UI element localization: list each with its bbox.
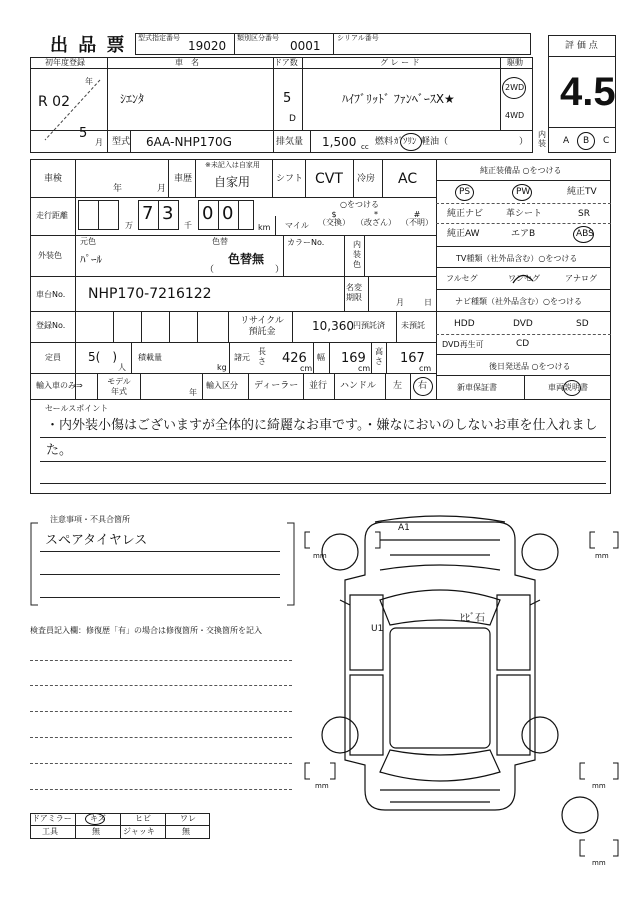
import-label: 輸入車のみ⇒	[36, 381, 83, 390]
cc-unit: cc	[361, 143, 369, 151]
width-cm: cm	[358, 364, 371, 373]
mark-a1: A1	[398, 523, 410, 533]
model-value: 6AA-NHP170G	[146, 135, 232, 149]
inspection-label: 車検	[44, 174, 63, 184]
legend-tools: 工具	[42, 827, 58, 836]
displacement-value: 1,500	[322, 135, 357, 149]
equip-tv: 純正TV	[567, 187, 597, 197]
equip-ps: PS	[459, 187, 471, 197]
equip-airbag: エアB	[511, 229, 536, 239]
inspection-year-unit: 年	[113, 184, 123, 194]
year-unit: 年	[85, 77, 93, 86]
legend-tools-value: 無	[92, 827, 100, 836]
handle-right-circle	[413, 377, 433, 396]
first-reg-year: R 02	[38, 94, 70, 110]
sen-unit: 千	[184, 221, 192, 230]
handle-label: ハンドル	[340, 381, 377, 391]
equip-pw: PW	[516, 187, 531, 197]
tv-oneseg: ワンセグ	[508, 274, 540, 283]
mileage-digits	[78, 200, 254, 233]
tv-analog: アナログ	[565, 274, 597, 283]
interior-opt-c: C	[603, 136, 610, 146]
mm-rl: mm	[315, 782, 329, 790]
mileage-digit: 7	[142, 203, 154, 224]
capacity-value: 5( )	[88, 350, 117, 364]
equip-abs: ABS	[576, 229, 594, 239]
name-change-month: 月	[396, 298, 404, 307]
mm-rr: mm	[592, 782, 606, 790]
import-type-label: 輸入区分	[206, 381, 238, 390]
sales-label: セールスポイント	[45, 404, 109, 413]
mile-opt-tampered: * （改ざん）	[356, 210, 396, 227]
tv-fullseg: フルセグ	[446, 274, 478, 283]
door-sub: D	[289, 114, 296, 124]
equip-abs-circle	[573, 226, 594, 243]
chassis-label: 車台No.	[36, 290, 66, 299]
handle-right: 右	[418, 381, 428, 391]
shift-value: CVT	[315, 171, 343, 187]
form-title: 出 品 票	[50, 35, 127, 56]
repaint-value: 色替無	[228, 252, 265, 266]
category-label: 類別区分番号	[237, 34, 279, 42]
ac-value: AC	[398, 171, 418, 187]
equip-pw-circle	[512, 184, 532, 201]
equip-leather: 革シート	[506, 209, 543, 219]
legend-crack: ヒビ	[135, 814, 151, 823]
drive-4wd: 4WD	[505, 111, 525, 120]
mm-fl: mm	[313, 552, 327, 560]
legend-table	[30, 813, 210, 839]
name-change-day: 日	[424, 298, 432, 307]
navi-sd: SD	[576, 319, 589, 329]
mile-opt-exchange: $ （交換）	[318, 210, 350, 227]
navi-title: ナビ種類（社外品含む）○をつける	[455, 297, 582, 306]
shift-label: シフト	[276, 174, 304, 184]
mm-fr: mm	[595, 552, 609, 560]
first-reg-month: 5	[79, 126, 88, 141]
fuel-circle	[400, 133, 422, 151]
navi-hdd: HDD	[454, 319, 475, 329]
handle-left: 左	[393, 381, 403, 391]
caution-label: 注意事項・不具合箇所	[50, 515, 130, 524]
height-label: 高さ	[375, 347, 383, 366]
mile-opt-unknown: # （不明）	[401, 210, 433, 227]
mileage-digit: 3	[162, 203, 174, 224]
equip-navi: 純正ナビ	[447, 209, 484, 219]
tv-title: TV種類（社外品含む）○をつける	[456, 254, 578, 263]
repaint-paren-close: ）	[275, 265, 285, 275]
width-value: 169	[341, 351, 366, 366]
sales-line1: ・内外装小傷はございますが全体的に綺麗なお車です。・嫌なにおいのしないお車を仕入れまし	[46, 418, 598, 433]
mark-u1: U1	[371, 624, 384, 634]
car-name-label: 車 名	[175, 58, 199, 67]
legend-break: ワレ	[180, 814, 196, 823]
kg-unit: kg	[217, 363, 227, 372]
history-value: 自家用	[214, 175, 251, 189]
reg-diagonal	[40, 72, 105, 142]
fuel-value: ｶﾞｿﾘﾝ	[394, 137, 417, 147]
height-value: 167	[400, 351, 425, 366]
model-year-unit: 年	[189, 388, 197, 397]
model-year-label: モデル年式	[107, 377, 131, 396]
recycle-label: リサイクル預託金	[240, 316, 284, 337]
legend-jack: ジャッキ	[123, 827, 155, 836]
man-unit: 万	[125, 221, 133, 230]
interior-b-circle	[577, 132, 595, 150]
chassis-value: NHP170-7216122	[88, 286, 212, 302]
after-manual: 車両説明書	[548, 383, 588, 392]
grade-label: グ レ ー ド	[380, 58, 420, 67]
orig-color-value: ﾊﾟｰﾙ	[80, 253, 102, 266]
color-no-label: カラーNo.	[287, 238, 325, 247]
doors-value: 5	[283, 91, 292, 106]
repaint-paren-open: （	[205, 265, 215, 275]
parallel-label: 並行	[309, 381, 328, 391]
capacity-label: 定員	[45, 353, 61, 362]
recycle-unpaid: 未預託	[401, 321, 425, 330]
caution-value: スペアタイヤレス	[45, 533, 148, 548]
light-oil-close: ）	[519, 137, 529, 147]
interior-opt-b: B	[583, 136, 590, 146]
after-manual-circle	[563, 380, 581, 396]
length-label: 長さ	[258, 347, 266, 366]
month-unit: 月	[95, 138, 103, 147]
serial-label: シリアル番号	[337, 34, 379, 42]
km-unit: km	[258, 223, 271, 232]
navi-dvd: DVD	[513, 319, 533, 329]
legend-mirror: ドアミラー	[32, 814, 72, 823]
equip-sr: SR	[578, 209, 590, 219]
after-title: 後日発送品 ○をつける	[489, 362, 571, 371]
height-cm: cm	[419, 364, 432, 373]
model-label: 型式	[112, 137, 131, 147]
interior-label: 内装	[538, 130, 546, 148]
after-warranty: 新車保証書	[457, 383, 497, 392]
recycle-value: 10,360	[312, 319, 354, 333]
load-label: 積載量	[138, 353, 162, 362]
rating-value: 4.5	[560, 70, 616, 114]
repaint-label: 色替	[212, 237, 228, 246]
dvd-play: DVD再生可	[442, 340, 484, 349]
drive-2wd: 2WD	[505, 83, 525, 92]
inspector-label: 検査員記入欄：修復歴「有」の場合は修復箇所・交換箇所を記入	[30, 626, 262, 635]
width-label: 幅	[317, 353, 325, 362]
inspection-month-unit: 月	[157, 184, 167, 194]
capacity-unit: 人	[118, 363, 126, 372]
interior-opt-a: A	[563, 136, 570, 146]
sales-line2: た。	[46, 443, 73, 458]
name-change-label: 名変期限	[346, 283, 362, 302]
model-cert-label: 型式指定番号	[138, 34, 180, 42]
orig-color-label: 元色	[80, 237, 96, 246]
fuel-label: 燃料	[375, 137, 394, 147]
mm-spare: mm	[592, 859, 606, 867]
equip-ps-circle	[455, 184, 474, 201]
history-note: ※未記入は自家用	[205, 161, 260, 169]
light-oil-label: 軽油（	[421, 137, 449, 147]
model-cert-value: 19020	[188, 39, 227, 53]
legend-jack-value: 無	[182, 827, 190, 836]
grade-value: ﾊｲﾌﾞﾘｯﾄﾞ ﾌｧﾝﾍﾞｰｽX★	[342, 92, 455, 106]
drive-2wd-circle	[502, 77, 526, 99]
displacement-label: 排気量	[276, 137, 304, 147]
ac-label: 冷房	[357, 174, 376, 184]
dvd-cd: CD	[516, 339, 530, 349]
equip-title: 純正装備品 ○をつける	[480, 166, 562, 175]
mile-circle-note: ○をつける	[340, 200, 379, 209]
reg-no-label: 登録No.	[36, 321, 66, 330]
mileage-label: 走行距離	[36, 211, 68, 220]
mile-label: マイル	[285, 221, 309, 230]
history-label: 車歴	[174, 174, 193, 184]
mileage-digit: 0	[222, 203, 234, 224]
doors-label: ドア数	[274, 58, 298, 67]
color-label: 外装色	[38, 251, 62, 260]
mark-hibi: ﾋﾋﾞ石	[460, 613, 485, 624]
first-reg-label: 初年度登録	[45, 58, 85, 67]
interior-color-label: 内装色	[353, 240, 361, 269]
dims-label: 諸元	[234, 353, 250, 362]
legend-scratch: キズ	[90, 814, 106, 823]
recycle-paid: 円預託済	[353, 321, 385, 330]
rating-label: 評 価 点	[565, 41, 598, 51]
length-cm: cm	[300, 364, 313, 373]
car-name-value: ｼｴﾝﾀ	[120, 92, 145, 106]
drive-label: 駆動	[507, 58, 523, 67]
length-value: 426	[282, 351, 307, 366]
mileage-digit: 0	[202, 203, 214, 224]
vehicle-diagram	[295, 510, 625, 870]
equip-aw: 純正AW	[447, 229, 480, 239]
dealer-label: ディーラー	[254, 381, 299, 391]
category-value: 0001	[290, 39, 321, 53]
